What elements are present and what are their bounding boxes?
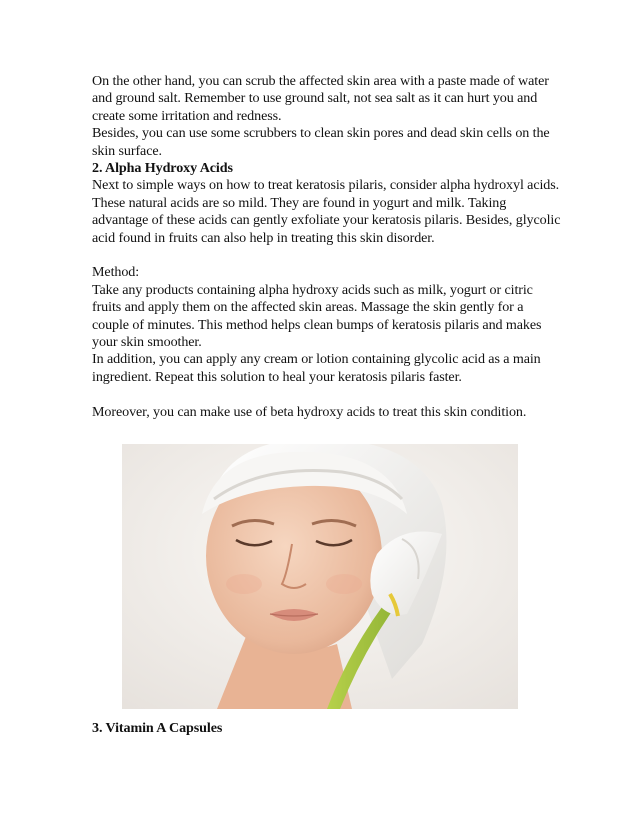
paragraph-method-2: In addition, you can apply any cream or lotion containing glycolic acid as a main ingredient. Repeat this solution to heal your keratosis pilaris faster. <box>92 351 541 385</box>
text-block-upper <box>92 73 562 421</box>
heading-alpha-hydroxy-acids: 2. Alpha Hydroxy Acids <box>92 160 233 177</box>
spacer <box>92 247 562 264</box>
paragraph-scrubbers: Besides, you can use some scrubbers to clean skin pores and dead skin cells on the skin surface. <box>92 125 550 159</box>
paragraph-salt-scrub: On the other hand, you can scrub the affected skin area with a paste made of water and ground salt. Remember to use ground salt, not sea salt as it can hurt you and create some irritation and redness. <box>92 73 549 124</box>
paragraph-beta-hydroxy: Moreover, you can make use of beta hydroxy acids to treat this skin condition. <box>92 403 527 420</box>
photo-illustration <box>122 444 518 709</box>
method-label: Method: <box>92 264 140 281</box>
heading-vitamin-a-capsules: 3. Vitamin A Capsules <box>92 720 223 736</box>
woman-with-lily-photo <box>122 444 518 709</box>
spacer <box>92 386 562 403</box>
paragraph-aha-intro: Next to simple ways on how to treat keratosis pilaris, consider alpha hydroxyl acids. These natural acids are so mild. They are found in yogurt and milk. Taking advantage of these acids can gently exfoliate your keratosis pilaris. Besides, glycolic acid found in fruits can also help in treating this skin disorder. <box>92 177 561 246</box>
text-block-lower <box>92 720 562 737</box>
paragraph-method-1: Take any products containing alpha hydroxy acids such as milk, yogurt or citric fruits and apply them on the affected skin areas. Massage the skin gently for a couple of minutes. This method helps clean bumps of keratosis pilaris and makes your skin smoother. <box>92 281 542 351</box>
